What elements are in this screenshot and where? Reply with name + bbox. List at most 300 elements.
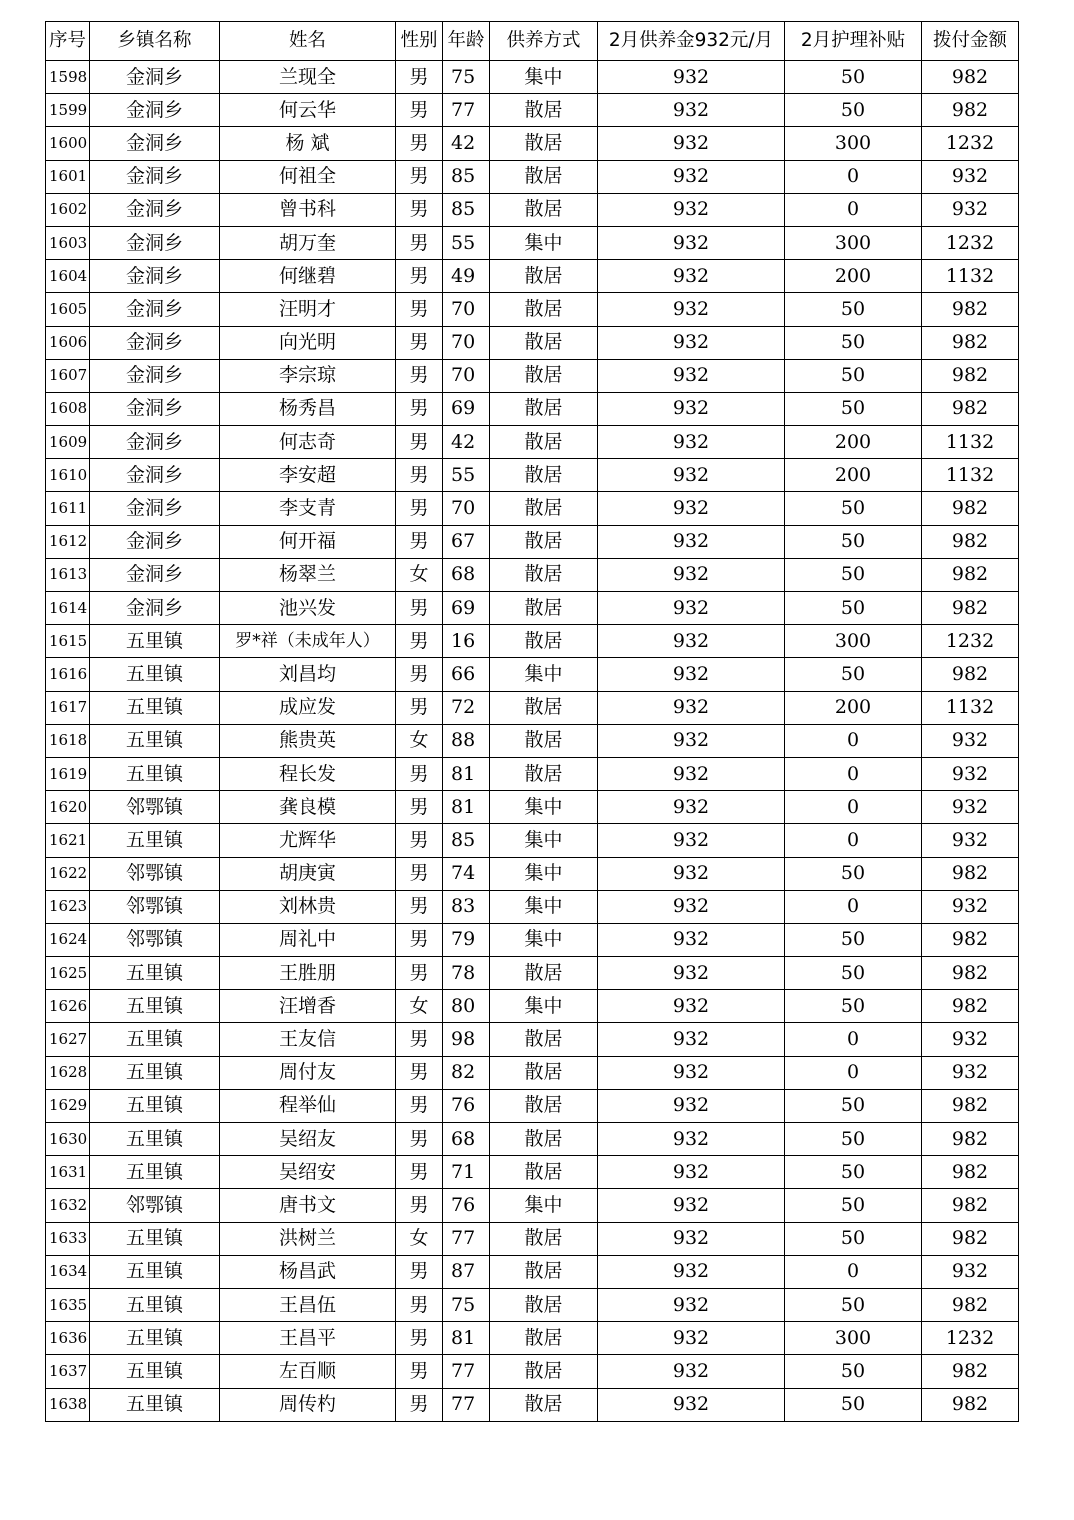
table-row (46, 957, 1019, 990)
cell-total: 932 (922, 160, 1019, 193)
cell-township: 五里镇 (90, 1322, 220, 1355)
cell-support-type: 散居 (490, 459, 598, 492)
cell-support-type: 散居 (490, 1023, 598, 1056)
cell-support-type: 散居 (490, 757, 598, 790)
cell-allowance: 932 (598, 492, 785, 525)
cell-age: 98 (443, 1023, 490, 1056)
cell-support-type: 散居 (490, 1056, 598, 1089)
cell-care-subsidy: 0 (785, 160, 922, 193)
cell-care-subsidy: 0 (785, 757, 922, 790)
cell-support-type: 集中 (490, 61, 598, 94)
cell-age: 71 (443, 1156, 490, 1189)
cell-name: 胡万奎 (220, 226, 396, 259)
cell-total: 1132 (922, 260, 1019, 293)
cell-care-subsidy: 50 (785, 61, 922, 94)
cell-gender: 男 (396, 127, 443, 160)
cell-allowance: 932 (598, 94, 785, 127)
table-row (46, 1056, 1019, 1089)
cell-support-type: 散居 (490, 691, 598, 724)
cell-support-type: 散居 (490, 724, 598, 757)
cell-name: 汪明才 (220, 293, 396, 326)
cell-seq: 1598 (46, 61, 90, 94)
cell-care-subsidy: 50 (785, 326, 922, 359)
cell-total: 982 (922, 492, 1019, 525)
cell-allowance: 932 (598, 791, 785, 824)
cell-seq: 1632 (46, 1189, 90, 1222)
cell-allowance: 932 (598, 127, 785, 160)
cell-care-subsidy: 200 (785, 260, 922, 293)
cell-total: 932 (922, 1023, 1019, 1056)
cell-allowance: 932 (598, 392, 785, 425)
cell-age: 69 (443, 392, 490, 425)
cell-name: 刘林贵 (220, 890, 396, 923)
cell-support-type: 散居 (490, 1123, 598, 1156)
cell-total: 982 (922, 359, 1019, 392)
table-row (46, 1123, 1019, 1156)
cell-township: 金洞乡 (90, 193, 220, 226)
cell-seq: 1611 (46, 492, 90, 525)
cell-age: 49 (443, 260, 490, 293)
cell-care-subsidy: 50 (785, 1388, 922, 1421)
cell-seq: 1615 (46, 625, 90, 658)
cell-gender: 男 (396, 1255, 443, 1288)
cell-gender: 男 (396, 957, 443, 990)
header-seq: 序号 (46, 22, 90, 61)
cell-township: 金洞乡 (90, 61, 220, 94)
cell-name: 王昌伍 (220, 1288, 396, 1321)
cell-allowance: 932 (598, 857, 785, 890)
cell-seq: 1627 (46, 1023, 90, 1056)
cell-gender: 男 (396, 260, 443, 293)
cell-allowance: 932 (598, 525, 785, 558)
cell-total: 982 (922, 61, 1019, 94)
cell-total: 1132 (922, 691, 1019, 724)
table-row (46, 1189, 1019, 1222)
cell-township: 金洞乡 (90, 293, 220, 326)
cell-name: 成应发 (220, 691, 396, 724)
cell-support-type: 集中 (490, 890, 598, 923)
cell-support-type: 散居 (490, 392, 598, 425)
cell-age: 78 (443, 957, 490, 990)
cell-total: 982 (922, 990, 1019, 1023)
cell-seq: 1630 (46, 1123, 90, 1156)
header-support-type: 供养方式 (490, 22, 598, 61)
cell-township: 金洞乡 (90, 359, 220, 392)
cell-age: 77 (443, 1355, 490, 1388)
table-row (46, 94, 1019, 127)
table-row (46, 1156, 1019, 1189)
cell-allowance: 932 (598, 658, 785, 691)
cell-total: 1132 (922, 459, 1019, 492)
header-township: 乡镇名称 (90, 22, 220, 61)
cell-township: 金洞乡 (90, 260, 220, 293)
cell-name: 熊贵英 (220, 724, 396, 757)
cell-total: 932 (922, 757, 1019, 790)
cell-name: 王胜朋 (220, 957, 396, 990)
table-row (46, 691, 1019, 724)
cell-name: 洪树兰 (220, 1222, 396, 1255)
cell-support-type: 散居 (490, 1089, 598, 1122)
header-care-subsidy: 2月护理补贴 (785, 22, 922, 61)
cell-care-subsidy: 0 (785, 1023, 922, 1056)
cell-seq: 1609 (46, 426, 90, 459)
cell-allowance: 932 (598, 160, 785, 193)
cell-seq: 1622 (46, 857, 90, 890)
cell-township: 邻鄂镇 (90, 890, 220, 923)
cell-township: 五里镇 (90, 724, 220, 757)
cell-gender: 男 (396, 1322, 443, 1355)
table-row (46, 1023, 1019, 1056)
cell-care-subsidy: 50 (785, 94, 922, 127)
cell-name: 龚良模 (220, 791, 396, 824)
cell-age: 80 (443, 990, 490, 1023)
cell-gender: 男 (396, 1123, 443, 1156)
cell-township: 五里镇 (90, 1355, 220, 1388)
table-row (46, 226, 1019, 259)
cell-name: 左百顺 (220, 1355, 396, 1388)
cell-care-subsidy: 50 (785, 1089, 922, 1122)
cell-support-type: 集中 (490, 226, 598, 259)
cell-total: 982 (922, 1288, 1019, 1321)
cell-gender: 男 (396, 791, 443, 824)
cell-gender: 男 (396, 392, 443, 425)
cell-total: 982 (922, 592, 1019, 625)
cell-support-type: 集中 (490, 658, 598, 691)
cell-name: 吴绍安 (220, 1156, 396, 1189)
cell-total: 1232 (922, 226, 1019, 259)
cell-seq: 1626 (46, 990, 90, 1023)
cell-support-type: 散居 (490, 1255, 598, 1288)
cell-seq: 1607 (46, 359, 90, 392)
cell-seq: 1616 (46, 658, 90, 691)
cell-seq: 1605 (46, 293, 90, 326)
cell-name: 李宗琼 (220, 359, 396, 392)
cell-care-subsidy: 50 (785, 392, 922, 425)
table-row (46, 625, 1019, 658)
cell-age: 77 (443, 1222, 490, 1255)
cell-total: 982 (922, 1222, 1019, 1255)
cell-care-subsidy: 50 (785, 1123, 922, 1156)
cell-gender: 男 (396, 625, 443, 658)
cell-gender: 女 (396, 1222, 443, 1255)
cell-age: 81 (443, 791, 490, 824)
cell-allowance: 932 (598, 1123, 785, 1156)
cell-township: 邻鄂镇 (90, 923, 220, 956)
cell-allowance: 932 (598, 592, 785, 625)
cell-support-type: 散居 (490, 326, 598, 359)
cell-care-subsidy: 50 (785, 1355, 922, 1388)
cell-age: 87 (443, 1255, 490, 1288)
cell-support-type: 散居 (490, 1222, 598, 1255)
cell-seq: 1617 (46, 691, 90, 724)
cell-township: 五里镇 (90, 1123, 220, 1156)
cell-total: 982 (922, 1123, 1019, 1156)
cell-name: 唐书文 (220, 1189, 396, 1222)
cell-township: 金洞乡 (90, 525, 220, 558)
cell-allowance: 932 (598, 61, 785, 94)
cell-total: 1232 (922, 1322, 1019, 1355)
cell-seq: 1603 (46, 226, 90, 259)
cell-age: 66 (443, 658, 490, 691)
cell-total: 932 (922, 791, 1019, 824)
cell-total: 932 (922, 724, 1019, 757)
cell-name: 胡庚寅 (220, 857, 396, 890)
table-row (46, 857, 1019, 890)
cell-allowance: 932 (598, 1322, 785, 1355)
cell-gender: 男 (396, 658, 443, 691)
cell-township: 金洞乡 (90, 392, 220, 425)
cell-gender: 男 (396, 1156, 443, 1189)
cell-allowance: 932 (598, 923, 785, 956)
cell-seq: 1634 (46, 1255, 90, 1288)
cell-name: 李支青 (220, 492, 396, 525)
cell-name: 李安超 (220, 459, 396, 492)
cell-support-type: 散居 (490, 1322, 598, 1355)
cell-allowance: 932 (598, 293, 785, 326)
cell-total: 982 (922, 1089, 1019, 1122)
cell-gender: 男 (396, 1023, 443, 1056)
cell-care-subsidy: 300 (785, 226, 922, 259)
table-row (46, 1322, 1019, 1355)
cell-gender: 男 (396, 890, 443, 923)
cell-care-subsidy: 50 (785, 558, 922, 591)
cell-care-subsidy: 50 (785, 1222, 922, 1255)
cell-name: 程举仙 (220, 1089, 396, 1122)
cell-total: 932 (922, 824, 1019, 857)
cell-name: 池兴发 (220, 592, 396, 625)
cell-total: 982 (922, 293, 1019, 326)
cell-gender: 男 (396, 359, 443, 392)
cell-gender: 男 (396, 94, 443, 127)
cell-seq: 1629 (46, 1089, 90, 1122)
cell-gender: 男 (396, 492, 443, 525)
cell-allowance: 932 (598, 757, 785, 790)
header-age: 年龄 (443, 22, 490, 61)
cell-age: 76 (443, 1089, 490, 1122)
cell-support-type: 集中 (490, 1189, 598, 1222)
cell-care-subsidy: 200 (785, 691, 922, 724)
cell-seq: 1612 (46, 525, 90, 558)
cell-township: 五里镇 (90, 824, 220, 857)
cell-name: 罗*祥（未成年人） (220, 625, 396, 658)
cell-township: 金洞乡 (90, 94, 220, 127)
cell-support-type: 散居 (490, 1156, 598, 1189)
cell-township: 金洞乡 (90, 226, 220, 259)
table-body (46, 61, 1019, 1422)
cell-care-subsidy: 50 (785, 923, 922, 956)
cell-gender: 男 (396, 193, 443, 226)
cell-gender: 男 (396, 824, 443, 857)
cell-allowance: 932 (598, 1089, 785, 1122)
cell-care-subsidy: 300 (785, 127, 922, 160)
support-roster-table (45, 21, 1019, 1422)
cell-care-subsidy: 50 (785, 1156, 922, 1189)
table-row (46, 1255, 1019, 1288)
cell-age: 81 (443, 757, 490, 790)
cell-total: 982 (922, 94, 1019, 127)
table-row (46, 326, 1019, 359)
table-row (46, 824, 1019, 857)
cell-age: 85 (443, 160, 490, 193)
cell-total: 982 (922, 1156, 1019, 1189)
table-row (46, 890, 1019, 923)
table-row (46, 592, 1019, 625)
cell-name: 吴绍友 (220, 1123, 396, 1156)
cell-total: 982 (922, 1189, 1019, 1222)
cell-gender: 男 (396, 293, 443, 326)
table-row (46, 260, 1019, 293)
cell-gender: 男 (396, 61, 443, 94)
cell-allowance: 932 (598, 459, 785, 492)
cell-seq: 1608 (46, 392, 90, 425)
cell-township: 五里镇 (90, 658, 220, 691)
table-header-row (46, 22, 1019, 61)
cell-seq: 1625 (46, 957, 90, 990)
cell-allowance: 932 (598, 1255, 785, 1288)
cell-care-subsidy: 50 (785, 592, 922, 625)
cell-gender: 男 (396, 459, 443, 492)
cell-gender: 男 (396, 1089, 443, 1122)
table-row (46, 658, 1019, 691)
cell-gender: 男 (396, 592, 443, 625)
cell-allowance: 932 (598, 1222, 785, 1255)
cell-township: 五里镇 (90, 1056, 220, 1089)
cell-age: 85 (443, 824, 490, 857)
cell-name: 王友信 (220, 1023, 396, 1056)
cell-gender: 男 (396, 857, 443, 890)
cell-care-subsidy: 50 (785, 658, 922, 691)
cell-seq: 1631 (46, 1156, 90, 1189)
cell-total: 982 (922, 558, 1019, 591)
cell-township: 金洞乡 (90, 127, 220, 160)
cell-age: 70 (443, 326, 490, 359)
cell-gender: 男 (396, 1355, 443, 1388)
cell-township: 五里镇 (90, 1255, 220, 1288)
cell-care-subsidy: 50 (785, 957, 922, 990)
cell-total: 982 (922, 658, 1019, 691)
cell-care-subsidy: 50 (785, 293, 922, 326)
cell-age: 70 (443, 492, 490, 525)
cell-total: 932 (922, 193, 1019, 226)
cell-total: 982 (922, 957, 1019, 990)
cell-name: 杨秀昌 (220, 392, 396, 425)
cell-gender: 男 (396, 326, 443, 359)
cell-age: 70 (443, 293, 490, 326)
cell-allowance: 932 (598, 691, 785, 724)
cell-care-subsidy: 50 (785, 525, 922, 558)
cell-age: 72 (443, 691, 490, 724)
cell-age: 70 (443, 359, 490, 392)
cell-support-type: 散居 (490, 426, 598, 459)
cell-township: 五里镇 (90, 1222, 220, 1255)
cell-seq: 1638 (46, 1388, 90, 1421)
cell-support-type: 散居 (490, 1388, 598, 1421)
cell-name: 周礼中 (220, 923, 396, 956)
table-row (46, 791, 1019, 824)
cell-seq: 1606 (46, 326, 90, 359)
cell-allowance: 932 (598, 824, 785, 857)
cell-allowance: 932 (598, 625, 785, 658)
cell-support-type: 散居 (490, 558, 598, 591)
table-row (46, 923, 1019, 956)
table-row (46, 558, 1019, 591)
cell-township: 五里镇 (90, 625, 220, 658)
table-row (46, 492, 1019, 525)
cell-support-type: 散居 (490, 492, 598, 525)
cell-care-subsidy: 50 (785, 857, 922, 890)
cell-gender: 女 (396, 990, 443, 1023)
cell-care-subsidy: 50 (785, 359, 922, 392)
cell-total: 982 (922, 326, 1019, 359)
cell-township: 五里镇 (90, 1288, 220, 1321)
table-row (46, 990, 1019, 1023)
cell-support-type: 散居 (490, 260, 598, 293)
cell-allowance: 932 (598, 1388, 785, 1421)
cell-age: 77 (443, 94, 490, 127)
cell-name: 何继碧 (220, 260, 396, 293)
cell-gender: 男 (396, 757, 443, 790)
cell-allowance: 932 (598, 724, 785, 757)
cell-age: 55 (443, 459, 490, 492)
cell-gender: 女 (396, 558, 443, 591)
cell-township: 金洞乡 (90, 426, 220, 459)
cell-name: 兰现全 (220, 61, 396, 94)
header-monthly-allowance: 2月供养金932元/月 (598, 22, 785, 61)
cell-seq: 1600 (46, 127, 90, 160)
cell-age: 74 (443, 857, 490, 890)
cell-care-subsidy: 200 (785, 459, 922, 492)
cell-gender: 男 (396, 1056, 443, 1089)
table-row (46, 1089, 1019, 1122)
cell-seq: 1602 (46, 193, 90, 226)
cell-age: 75 (443, 61, 490, 94)
cell-gender: 女 (396, 724, 443, 757)
header-total-amount: 拨付金额 (922, 22, 1019, 61)
cell-total: 982 (922, 1388, 1019, 1421)
cell-age: 88 (443, 724, 490, 757)
cell-township: 五里镇 (90, 757, 220, 790)
cell-support-type: 集中 (490, 791, 598, 824)
cell-allowance: 932 (598, 426, 785, 459)
cell-township: 五里镇 (90, 1388, 220, 1421)
table-row (46, 1388, 1019, 1421)
cell-age: 69 (443, 592, 490, 625)
cell-name: 何祖全 (220, 160, 396, 193)
cell-care-subsidy: 50 (785, 492, 922, 525)
cell-allowance: 932 (598, 1056, 785, 1089)
cell-allowance: 932 (598, 890, 785, 923)
cell-support-type: 集中 (490, 923, 598, 956)
cell-age: 42 (443, 426, 490, 459)
table-row (46, 359, 1019, 392)
cell-total: 982 (922, 1355, 1019, 1388)
table-row (46, 1355, 1019, 1388)
cell-seq: 1614 (46, 592, 90, 625)
cell-allowance: 932 (598, 193, 785, 226)
cell-allowance: 932 (598, 1355, 785, 1388)
cell-care-subsidy: 300 (785, 625, 922, 658)
cell-township: 邻鄂镇 (90, 857, 220, 890)
cell-name: 刘昌均 (220, 658, 396, 691)
table-row (46, 160, 1019, 193)
table-row (46, 757, 1019, 790)
cell-allowance: 932 (598, 1156, 785, 1189)
table-row (46, 1222, 1019, 1255)
cell-gender: 男 (396, 1388, 443, 1421)
cell-seq: 1620 (46, 791, 90, 824)
cell-seq: 1604 (46, 260, 90, 293)
table-row (46, 426, 1019, 459)
